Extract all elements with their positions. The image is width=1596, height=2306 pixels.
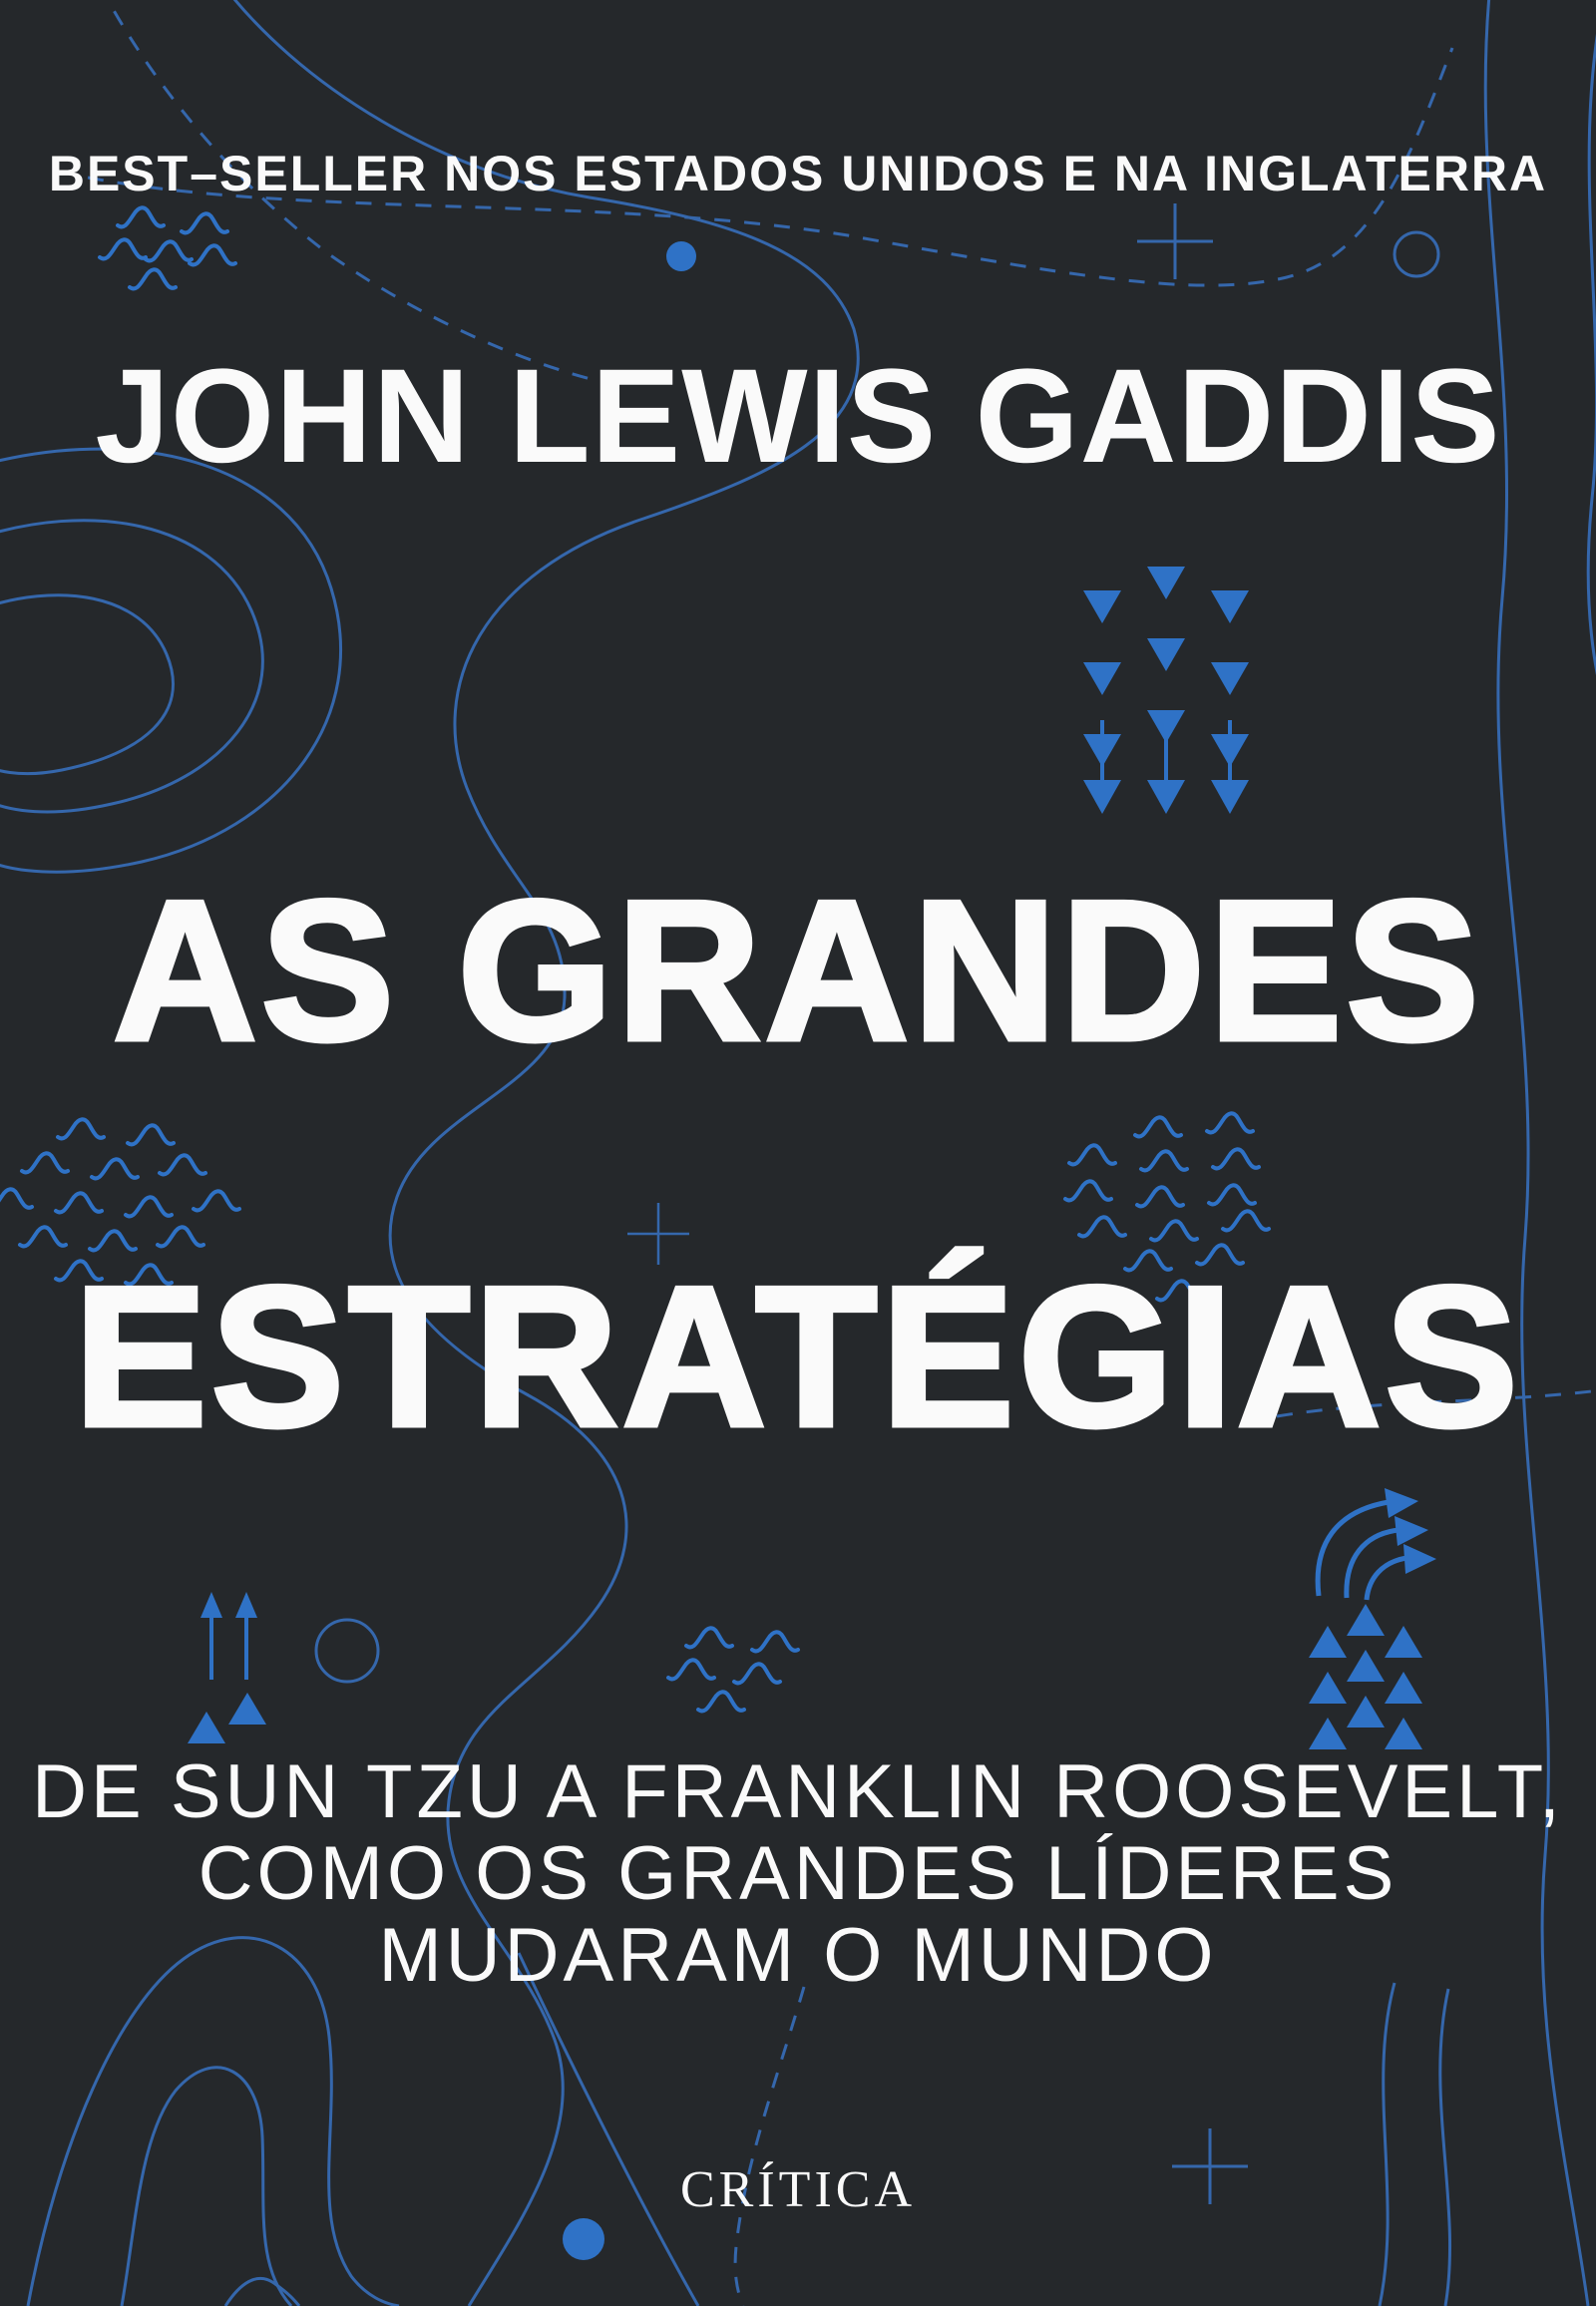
tagline: BEST–SELLER NOS ESTADOS UNIDOS E NA INGLATERRA bbox=[48, 146, 1548, 201]
author-name: JOHN LEWIS GADDIS bbox=[95, 342, 1501, 491]
title-line-2: ESTRATÉGIAS bbox=[74, 1246, 1522, 1468]
subtitle-line: DE SUN TZU A FRANKLIN ROOSEVELT, bbox=[32, 1749, 1564, 1834]
subtitle-line: COMO OS GRANDES LÍDERES bbox=[198, 1831, 1398, 1916]
dot-icon bbox=[563, 2218, 604, 2260]
circle-outline-icon bbox=[1395, 232, 1438, 276]
wave-cluster-icon bbox=[668, 1628, 798, 1711]
subtitle bbox=[0, 1751, 1596, 1997]
wave-cluster-icon bbox=[100, 207, 235, 288]
triangle-up-cluster-icon bbox=[1309, 1604, 1422, 1749]
up-arrows-icon bbox=[188, 1592, 266, 1743]
dot-icon bbox=[666, 241, 696, 271]
title-line-1: AS GRANDES bbox=[113, 860, 1483, 1082]
subtitle-line: MUDARAM O MUNDO bbox=[378, 1913, 1218, 1998]
curved-arrows-icon bbox=[1318, 1488, 1436, 1600]
circle-outline-icon bbox=[316, 1620, 378, 1682]
publisher-logo: CRÍTICA bbox=[680, 2161, 916, 2218]
